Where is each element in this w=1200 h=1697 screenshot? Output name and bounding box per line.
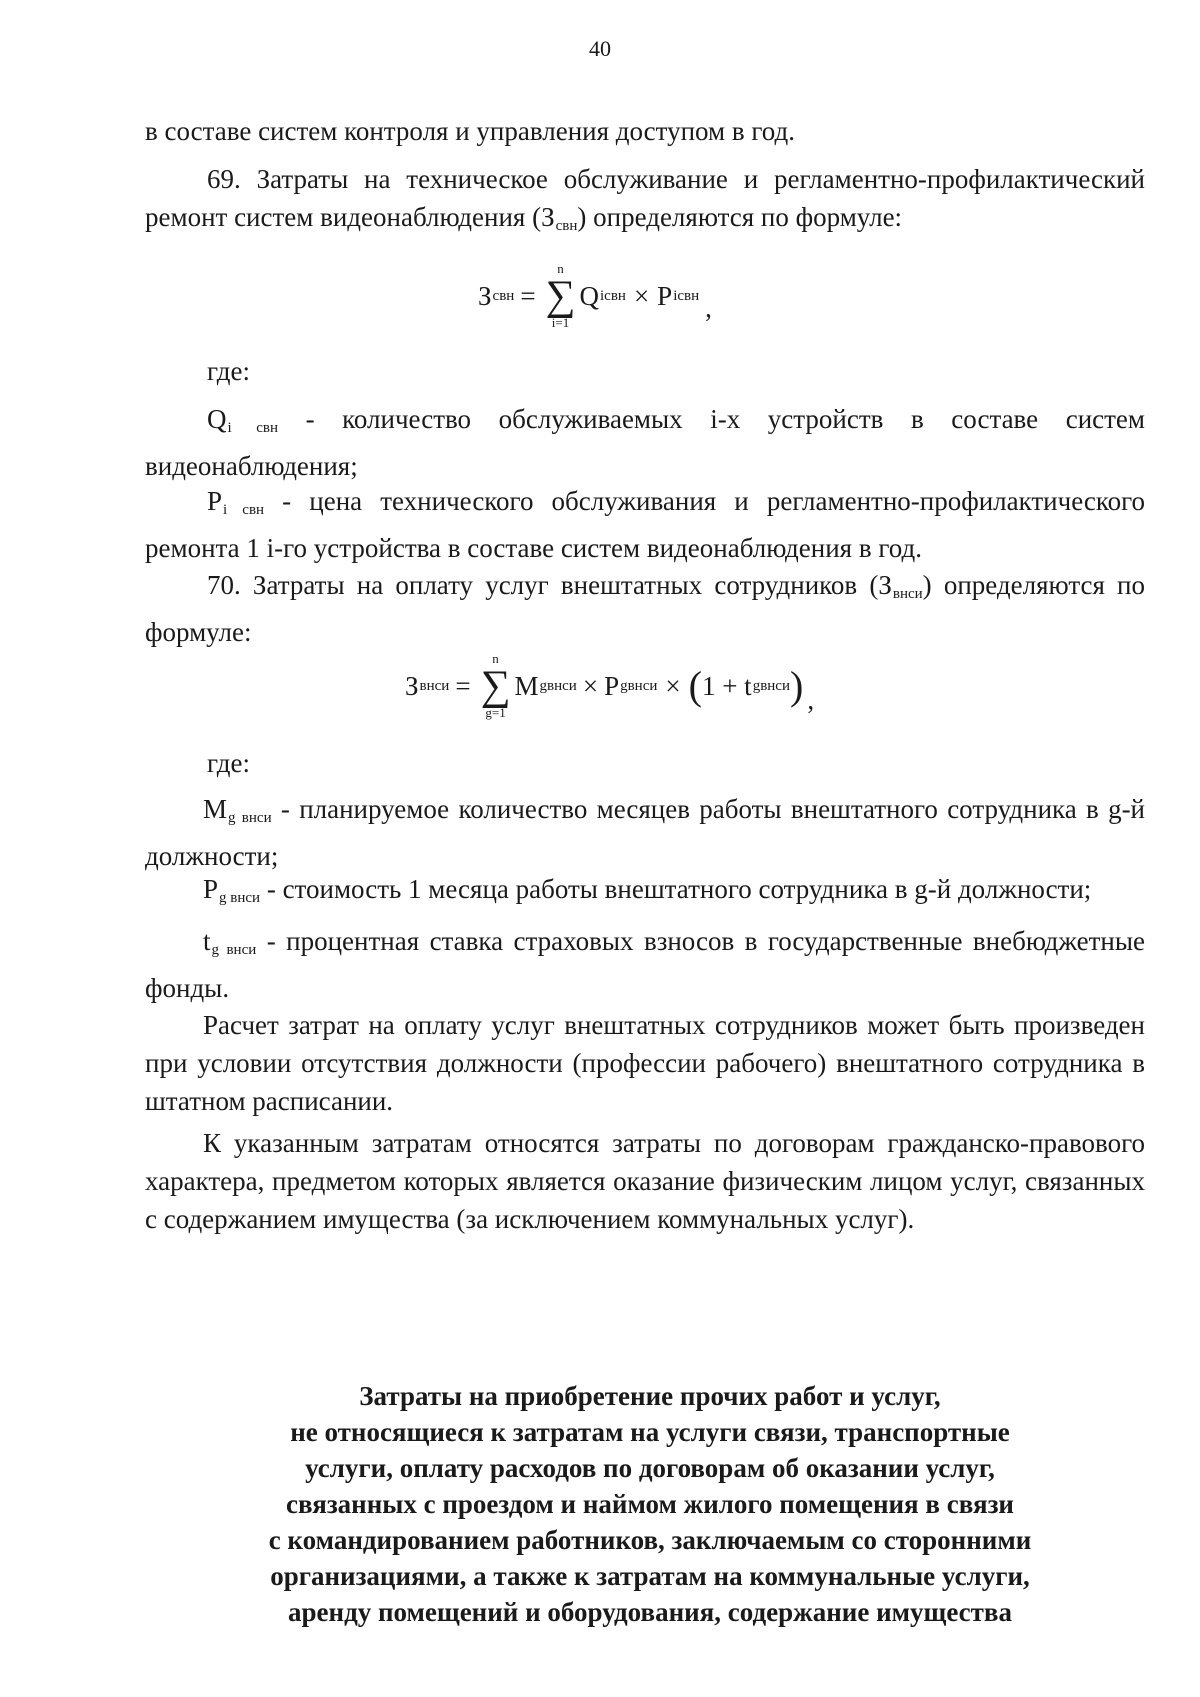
f2-m-sub: gвнси (539, 677, 577, 694)
definition-p (145, 482, 1145, 567)
item-70-sub: внси (892, 586, 923, 602)
paragraph-contracts: К указанным затратам относятся затраты по договорам гражданско-правового характера, предметом которых является оказание физическим лицом услуг, связанных с содержанием имущества (за исключением коммунальных услуг). (145, 1128, 1145, 1234)
def-p-text: - цена технического обслуживания и регламентно-профилактического ремонта 1 i-го устройства в составе систем видеонаблюдения в год. (145, 486, 1145, 563)
f1-q: Q (579, 280, 599, 311)
f2-times-1: × (582, 670, 599, 701)
top-line: в составе систем контроля и управления доступом в год. (145, 116, 795, 146)
paragraph-calculation: Расчет затрат на оплату услуг внештатных сотрудников может быть произведен при условии отсутствия должности (профессии рабочего) внештатного сотрудника в штатном расписании. (145, 1010, 1145, 1116)
sigma-icon: ∑ (480, 663, 511, 709)
f1-p-sub: iсвн (673, 287, 700, 304)
definition-t (145, 922, 1145, 1007)
def-t-text: - процентная ставка страховых взносов в государственные внебюджетные фонды. (145, 926, 1146, 1003)
f1-p: P (657, 280, 673, 311)
def-t-sub: g внси (211, 942, 257, 958)
heading-line: связанных с проездом и наймом жилого помещения в связи (286, 1489, 1014, 1519)
definition-q (145, 400, 1145, 485)
f2-lhs: З (405, 670, 419, 701)
f2-sum-top: n (492, 651, 499, 666)
f2-p: P (604, 670, 620, 701)
sigma-icon: ∑ (545, 273, 576, 319)
f1-comma: , (705, 292, 712, 323)
f2-times-2: × (665, 670, 681, 701)
f2-m: M (514, 670, 539, 701)
f1-lhs: З (478, 280, 492, 311)
definition-pg (145, 870, 1145, 917)
def-p-symbol: P (207, 486, 223, 516)
f2-one-plus-t: 1 + t (701, 670, 752, 701)
f2-t-sub: gвнси (752, 677, 790, 694)
f2-p-sub: gвнси (620, 677, 658, 694)
item-70-text: 70. Затраты на оплату услуг внештатных сотрудников (З (207, 570, 892, 600)
f2-eq: = (455, 670, 471, 701)
item-70-tail: ) определяются по формуле: (145, 570, 1145, 647)
def-q-symbol: Q (207, 404, 227, 434)
where-2: где: (207, 748, 250, 778)
f1-times: × (633, 280, 650, 311)
f2-sum-bottom: g=1 (485, 705, 506, 720)
where-1: где: (207, 356, 250, 386)
def-pg-sub: g внси (219, 890, 261, 906)
item-70 (145, 566, 1145, 651)
def-pg-symbol: P (203, 874, 219, 904)
item-69-tail: ) определяются по формуле: (577, 202, 903, 232)
def-pg-text: - стоимость 1 месяца работы внештатного сотрудника в g-й должности; (260, 874, 1092, 904)
section-heading (200, 1378, 1100, 1630)
heading-line: аренду помещений и оборудования, содержание имущества (288, 1597, 1012, 1627)
item-69 (145, 160, 1145, 245)
f1-eq: = (520, 280, 536, 311)
def-q-text: - количество обслуживаемых i-х устройств в составе систем видеонаблюдения; (145, 404, 1145, 481)
f2-sum (481, 652, 511, 720)
def-t-symbol: t (203, 926, 211, 956)
heading-line: с командированием работников, заключаемым со сторонними (268, 1525, 1032, 1555)
f2-lhs-sub: внси (419, 677, 450, 694)
def-m-sub: g внси (228, 810, 272, 826)
item-69-text: 69. Затраты на техническое обслуживание и регламентно-профилактический ремонт систем видеонаблюдения (З (145, 164, 1145, 232)
item-69-sub: свн (555, 218, 578, 234)
f1-q-sub: iсвн (600, 287, 626, 304)
formula-freelance-staff (405, 652, 814, 720)
definition-m (145, 790, 1145, 875)
heading-line: услуги, оплату расходов по договорам об оказании услуг, (305, 1453, 995, 1483)
def-m-symbol: M (203, 794, 228, 824)
heading-line: организациями, а также к затратам на коммунальные услуги, (270, 1561, 1030, 1591)
def-p-sub: i свн (223, 502, 265, 518)
f2-comma: , (807, 684, 815, 715)
def-q-sub: i свн (227, 420, 279, 436)
f2-open-paren: ( (688, 663, 702, 708)
heading-line: Затраты на приобретение прочих работ и услуг, (359, 1381, 941, 1411)
def-m-text: - планируемое количество месяцев работы внештатного сотрудника в g-й должности; (145, 794, 1146, 871)
f1-sum-bottom: i=1 (551, 315, 570, 330)
page-number: 40 (589, 36, 611, 61)
f2-close-paren: ) (789, 663, 804, 708)
f1-lhs-sub: свн (492, 287, 515, 304)
heading-line: не относящиеся к затратам на услуги связи, транспортные (290, 1417, 1010, 1447)
f1-sum-top: n (557, 261, 564, 276)
formula-video-surveillance (478, 262, 712, 330)
f1-sum (546, 262, 576, 330)
